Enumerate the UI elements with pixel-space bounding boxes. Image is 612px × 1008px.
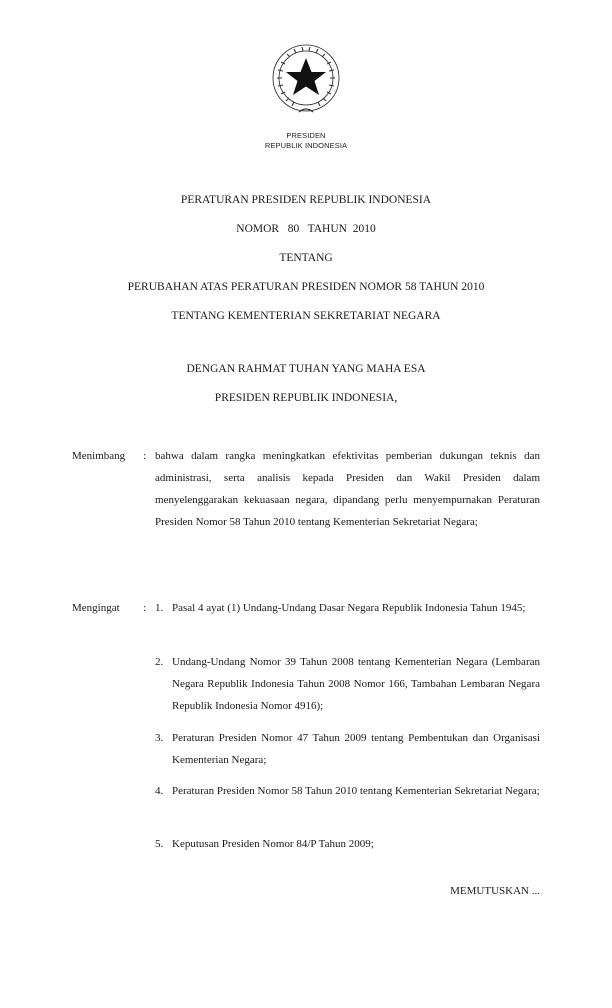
presidential-emblem-icon — [269, 40, 343, 120]
mengingat-item-5 — [155, 833, 540, 855]
preamble-invocation: DENGAN RAHMAT TUHAN YANG MAHA ESA — [186, 363, 426, 375]
mengingat-item-1 — [155, 597, 540, 619]
item-number: 4. — [155, 785, 164, 797]
mengingat-colon: : — [143, 602, 147, 614]
menimbang-text — [155, 445, 540, 533]
menimbang-body: bahwa dalam rangka meningkatkan efektivitas pemberian dukungan teknis dan administrasi, serta analisis kepada Presiden dan Wakil Presiden dalam menyelenggarakan kekuasaan negara, dipandang perlu menyempurnakan Peraturan Presiden Nomor 58 Tahun 2010 tentang Kementerian Sekretariat Negara; — [155, 450, 540, 528]
menimbang-colon: : — [143, 450, 147, 462]
item-number: 1. — [155, 602, 164, 614]
item-number: 5. — [155, 838, 164, 850]
document-subject-cont: TENTANG KEMENTERIAN SEKRETARIAT NEGARA — [171, 310, 441, 322]
item-number: 2. — [155, 656, 164, 668]
document-subject: PERUBAHAN ATAS PERATURAN PRESIDEN NOMOR 58 TAHUN 2010 — [127, 281, 485, 293]
document-tentang: TENTANG — [279, 252, 333, 264]
item-text: Pasal 4 ayat (1) Undang-Undang Dasar Negara Republik Indonesia Tahun 1945; — [172, 602, 526, 614]
mengingat-item-3 — [155, 727, 540, 771]
item-text: Peraturan Presiden Nomor 47 Tahun 2009 tentang Pembentukan dan Organisasi Kementerian Negara; — [172, 732, 540, 766]
emblem-caption-republik: REPUBLIK INDONESIA — [264, 141, 348, 150]
item-text: Keputusan Presiden Nomor 84/P Tahun 2009; — [172, 838, 374, 850]
emblem-caption-presiden: PRESIDEN — [286, 131, 326, 140]
item-number: 3. — [155, 732, 164, 744]
preamble-president: PRESIDEN REPUBLIK INDONESIA, — [214, 392, 398, 404]
mengingat-label: Mengingat — [72, 602, 120, 614]
mengingat-item-2 — [155, 651, 540, 717]
item-text: Undang-Undang Nomor 39 Tahun 2008 tentang Kementerian Negara (Lembaran Negara Republik Indonesia Tahun 2008 Nomor 166, Tambahan Lembaran Negara Republik Indonesia Nomor 4916); — [172, 656, 540, 712]
continuation-marker: MEMUTUSKAN ... — [450, 885, 540, 897]
item-text: Peraturan Presiden Nomor 58 Tahun 2010 tentang Kementerian Sekretariat Negara; — [172, 785, 540, 797]
document-title: PERATURAN PRESIDEN REPUBLIK INDONESIA — [180, 194, 432, 206]
menimbang-label: Menimbang — [72, 450, 126, 462]
mengingat-item-4 — [155, 780, 540, 802]
document-number: NOMOR 80 TAHUN 2010 — [236, 223, 376, 235]
